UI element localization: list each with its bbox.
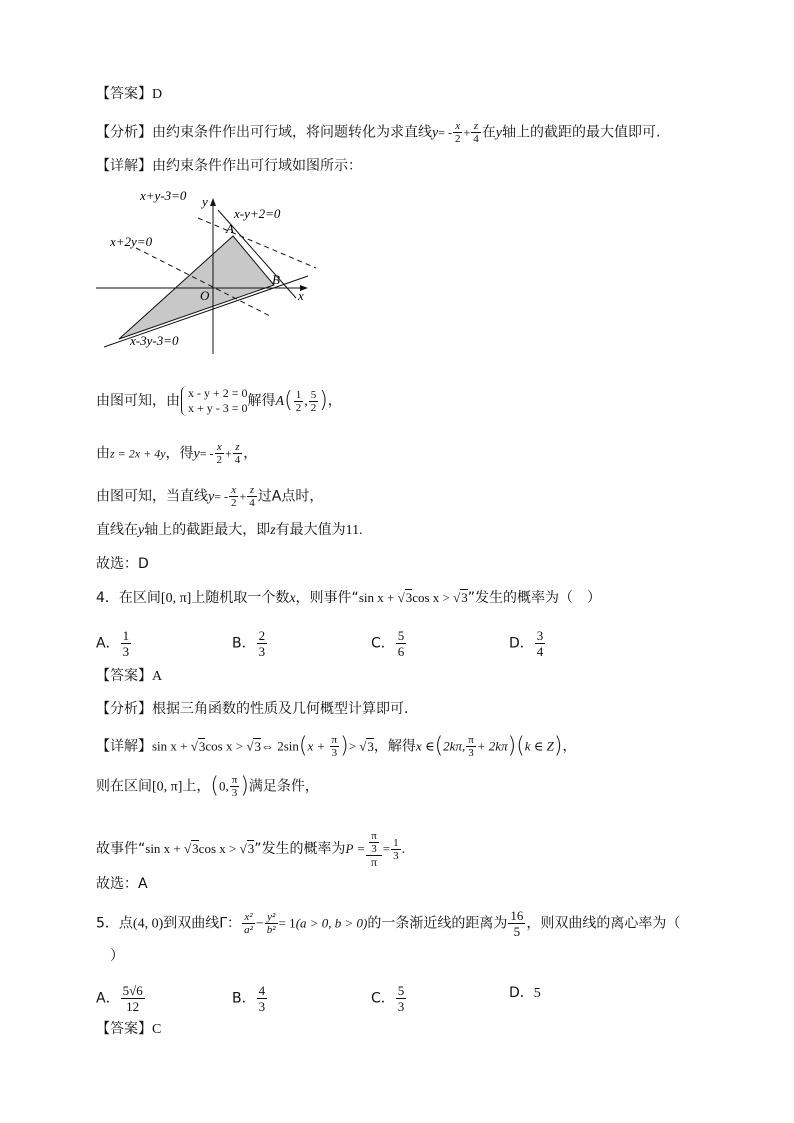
- choose-line-3: 故选：D: [96, 556, 149, 572]
- label-x-axis: x: [298, 288, 304, 303]
- objective-line: 由z = 2x + 4y，得y= - $\frac{x}{2}$ + $\frac{z}{4}$ ，: [96, 441, 258, 466]
- label-y-axis: y: [202, 194, 208, 209]
- answer-tag: 【答案】: [96, 668, 152, 684]
- probability-line: 故事件“sin x + √3cos x > √3”发生的概率为P = $\frac{\frac{\pi}{3}}{\pi}$ = $\frac{1}{3}$ .: [96, 830, 406, 869]
- answer-line-5: 【答案】C: [96, 1021, 162, 1037]
- fraction: $\frac{z}{4}$: [234, 441, 241, 466]
- q4-option-c[interactable]: C． $\frac{5}{6}$: [371, 628, 405, 659]
- y-axis-arrow: [210, 198, 216, 206]
- label-x-minus-y-plus-2: x-y+2=0: [234, 206, 281, 221]
- analysis-line-3: 【分析】由约束条件作出可行域，将问题转化为求直线y= - $\frac{x}{2}$ + $\frac{z}{4}$ 在y轴上的截距的最大值即可.: [96, 120, 661, 145]
- label-origin-O: O: [200, 288, 210, 303]
- through-point-line: 由图可知，当直线y= - $\frac{x}{2}$ + $\frac{z}{4}$ 过A点时，: [96, 484, 324, 509]
- question-4: 4．在区间[0, π]上随机取一个数x，则事件“sin x + √3cos x > √3”发生的概率为（ ）: [96, 590, 602, 606]
- label-x-plus-y-minus-3: x+y-3=0: [140, 188, 187, 203]
- answer-line-4: 【答案】A: [96, 668, 163, 684]
- max-value-line: 直线在y轴上的截距最大，即z有最大值为11.: [96, 522, 363, 538]
- fraction: $\frac{x}{2}$: [454, 120, 461, 145]
- choose-line-4: 故选：A: [96, 876, 148, 892]
- label-x-plus-2y: x+2y=0: [110, 234, 153, 249]
- fraction: $\frac{x}{2}$: [216, 441, 223, 466]
- q5-option-c[interactable]: C． $\frac{5}{3}$: [371, 983, 405, 1014]
- analysis-tag: 【分析】: [96, 124, 152, 141]
- label-point-B: B: [272, 272, 280, 287]
- label-x-minus-3y-minus-3: x-3y-3=0: [130, 333, 179, 348]
- compound-fraction: $\frac{\frac{\pi}{3}}{\pi}$: [366, 830, 382, 868]
- analysis-tag: 【分析】: [96, 701, 152, 717]
- answer-tag: 【答案】: [96, 86, 152, 102]
- detail-tag: 【详解】: [96, 738, 152, 755]
- detail-line-3: 【详解】由约束条件作出可行域如图所示：: [96, 158, 362, 174]
- q5-option-b[interactable]: B． $\frac{4}{3}$: [232, 983, 266, 1014]
- feasible-region-graph: [96, 182, 326, 362]
- fraction: $\frac{5}{2}$: [310, 388, 317, 414]
- fraction: $\frac{1}{2}$: [295, 388, 302, 414]
- question-5: 5．点(4, 0)到双曲线Γ： $\frac{\text{x²}}{\text{a²}}$ − $\frac{\text{y²}}{\text{b²}}$ = 1(a > 0, b > 0)的一条渐近线的距离为 $\frac{16}{5}$ ，则双曲线的离心率为（: [96, 908, 681, 939]
- q4-option-a[interactable]: A． $\frac{1}{3}$: [96, 628, 130, 659]
- q4-option-d[interactable]: D． $\frac{3}{4}$: [509, 628, 544, 659]
- answer-tag: 【答案】: [96, 1021, 152, 1037]
- fraction: $\frac{x}{2}$: [230, 484, 237, 509]
- label-point-A: A: [226, 221, 234, 236]
- answer-line-3: 【答案】D: [96, 86, 163, 102]
- fraction: $\frac{z}{4}$: [473, 120, 479, 145]
- question-5-close: ）: [110, 948, 124, 964]
- q4-option-b[interactable]: B． $\frac{2}{3}$: [232, 628, 266, 659]
- solve-system-line: 由图可知，由 x - y + 2 = 0 x + y - 3 = 0 解得A( $\frac{1}{2}$ , $\frac{5}{2}$ )，: [96, 386, 342, 415]
- equation-system: x - y + 2 = 0 x + y - 3 = 0: [180, 386, 248, 416]
- interval-condition-line: 则在区间[0, π]上，(0, $\frac{\pi}{3}$ )满足条件，: [96, 773, 319, 799]
- q5-option-a[interactable]: A． $\frac{5√6}{12}$: [96, 983, 143, 1014]
- detail-tag: 【详解】: [96, 158, 152, 174]
- analysis-line-4: 【分析】根据三角函数的性质及几何概型计算即可.: [96, 701, 409, 717]
- detail-line-4: 【详解】sin x + √3cos x > √3⇔ 2sin(x + $\frac{\pi}{3}$ )> √3，解得x ∈(2kπ, $\frac{\pi}{3}$ + 2kπ)(k ∈ Z)，: [96, 733, 577, 759]
- fraction: $\frac{z}{4}$: [249, 484, 255, 509]
- q5-option-d[interactable]: D．5: [509, 985, 541, 1001]
